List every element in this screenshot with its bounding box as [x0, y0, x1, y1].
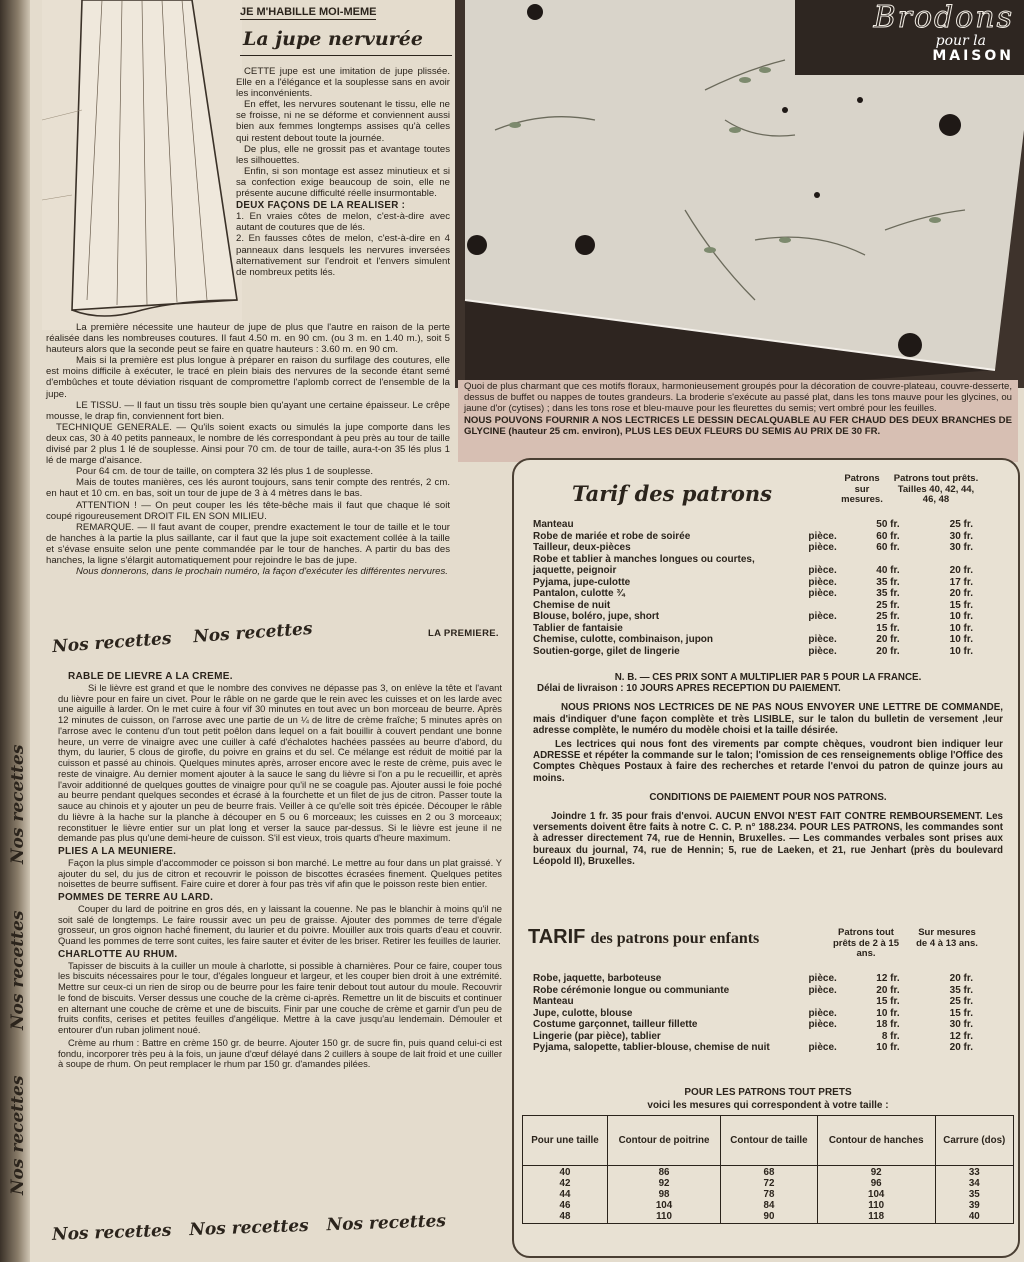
enfants-row: [533, 996, 973, 1008]
article-p7: Pour 64 cm. de tour de taille, on comptera 32 lés plus 1 de souplesse.: [76, 466, 374, 478]
tarif-row: [533, 611, 973, 623]
tarif-price-b: 20 fr.: [949, 565, 973, 576]
enfants-price-a: 20 fr.: [876, 984, 900, 996]
enfants-price-b: 15 fr.: [949, 1007, 973, 1019]
mesures-subheading: voici les mesures qui correspondent à votre taille :: [647, 1100, 889, 1111]
enfants-label: Manteau: [533, 996, 574, 1007]
article-p3: De plus, elle ne grossit pas et avantage toutes les silhouettes.: [236, 143, 450, 166]
tarif-row: [533, 634, 973, 646]
maison: MAISON: [932, 48, 1014, 64]
mesures-value: 42: [559, 1178, 571, 1189]
enfants-unit: pièce.: [808, 1019, 837, 1030]
enfants-unit: [784, 996, 836, 1008]
tarif-label: Tablier de fantaisie: [533, 622, 623, 634]
article-next: Nous donnerons, dans le prochain numéro, la façon d'exécuter les différentes nervures.: [76, 566, 448, 578]
mesures-value: 40: [968, 1211, 980, 1222]
recipe-3-title: POMMES DE TERRE AU LARD.: [58, 892, 214, 903]
mesures-value: 118: [868, 1211, 885, 1222]
tarif-price-b: 10 fr.: [949, 611, 973, 622]
tarif-price-a: 60 fr.: [876, 542, 900, 553]
tarif-price-b: 25 fr.: [949, 519, 973, 530]
enfants-row: [533, 973, 973, 985]
mesures-header-cell: Contour de taille: [721, 1116, 818, 1166]
tarif-price-a: 50 fr.: [876, 519, 900, 530]
tarif-label: Pantalon, culotte ¾: [533, 588, 625, 599]
recipe-2-text: Façon la plus simple d'accommoder ce poisson si bon marché. Le mettre au four dans un plat graissé. Y ajouter du sel, du jus de citron et recouvrir le poisson de biscottes écrasées finement. Quelques petites noisettes de beurre suffisent. Faire cuire et dorer à four pas très vif afin que le poisson reste bien entier.: [58, 856, 502, 890]
mesures-value: 78: [763, 1189, 775, 1200]
embroidery-photo: [455, 0, 1024, 388]
mesures-table: [522, 1115, 1014, 1224]
mesures-cell: [817, 1166, 935, 1224]
mesures-header-cell: Carrure (dos): [935, 1116, 1013, 1166]
tarif-label: Robe et tablier à manches longues ou courtes, jaquette, peignoir: [533, 553, 755, 576]
article-signature: LA PREMIERE.: [428, 628, 499, 639]
caption-text: Quoi de plus charmant que ces motifs floraux, harmonieusement groupés pour la décoration de couvre-plateau, couvre-desserte, dessus de buffet ou nappes de toutes grandeurs. La broderie s'exécute au passé plat, dans les tons mauve pour les glycines, ou jaune d'or (cytises) ; dans les tons rose et bleu-mauve pour les fleurettes du semis; vert ombré pour les feuilles.: [464, 381, 1012, 415]
article-tissu: LE TISSU. — Il faut un tissu très souple bien qu'ayant une certaine épaisseur. Le crêpe mousse, le drap fin, conviennent fort bien.: [46, 399, 450, 422]
enfants-row: [533, 985, 973, 997]
photo-caption: [458, 380, 1018, 462]
tarif-price-b: 10 fr.: [949, 634, 973, 645]
tarif-label: Soutien-gorge, gilet de lingerie: [533, 645, 680, 657]
caption-offer: NOUS POUVONS FOURNIR A NOS LECTRICES LE DESSIN DECALQUABLE AU FER CHAUD DES DEUX BRANCHES DE GLYCINE (hauteur 25 cm. environ), PLUS LES DEUX FLEURS DU SEMIS AU PRIX DE 30 FR.: [464, 414, 1012, 437]
mesures-value: 92: [658, 1178, 670, 1189]
enfants-price-a: 8 fr.: [881, 1030, 900, 1042]
mesures-value: 92: [870, 1167, 882, 1178]
mesures-value: 98: [658, 1189, 670, 1200]
tarif-price-a: 25 fr.: [876, 611, 900, 622]
enfants-unit: pièce.: [808, 973, 837, 984]
tarif-col1-head: Patrons sur mesures.: [841, 473, 883, 505]
enfants-label: Costume garçonnet, tailleur fillette: [533, 1019, 698, 1030]
tarif-notes: [533, 672, 1003, 867]
mesures-value: 90: [763, 1211, 775, 1222]
enfants-price-a: 12 fr.: [876, 973, 900, 984]
enfants-label: Robe, jaquette, barboteuse: [533, 973, 662, 984]
recipe-4-text2: Crème au rhum : Battre en crème 150 gr. de beurre. Ajouter 150 gr. de sucre fin, puis quand celui-ci est fondu, incorporer très peu à la fois, un jaune d'œuf délayé dans 2 cuillers à soupe de lait froid et une cuiller à soupe de rhum. On peut remplacer le rhum par 150 gr. d'amandes pilées.: [58, 1036, 502, 1070]
tarif-price-a: 35 fr.: [876, 588, 900, 599]
recipe-4-title: CHARLOTTE AU RHUM.: [58, 948, 178, 960]
tarif-row: [533, 531, 973, 543]
mesures-value: 110: [656, 1211, 672, 1222]
enfants-title-bold: TARIF: [528, 926, 586, 948]
enfants-label: Jupe, culotte, blouse: [533, 1007, 633, 1019]
enfants-table: [533, 973, 973, 1054]
mesures-heading-block: [522, 1086, 1014, 1112]
enfants-unit: pièce.: [808, 984, 837, 996]
tarif-price-b: 30 fr.: [949, 542, 973, 553]
article-intro: CETTE jupe est une imitation de jupe plissée. Elle en a l'élégance et la souplesse sans en avoir les inconvénients.: [236, 66, 450, 100]
mesures-value: 104: [655, 1200, 673, 1211]
tarif-nb: N. B. — CES PRIX SONT A MULTIPLIER PAR 5 POUR LA FRANCE.: [614, 672, 922, 683]
mesures-value: 40: [559, 1167, 571, 1178]
article-title: La jupe nervurée: [243, 28, 423, 50]
recipe-1-text: Si le lièvre est grand et que le nombre des convives ne dépasse pas 3, on enlève la tête et l'avant du lièvre pour en faire un civet. Pour le râble on ne garde que le rein avec les cuisses et on les larde avec une aiguille à larder. On le met cuire à four vif 30 minutes en tout avec un bon morceau de beurre. Après 12 minutes de cuisson, on l'arrose avec une partie de un ¼ de litre de crème fraîche; 5 minutes après on l'arrose avec le contenu d'un tout petit poêlon dans lequel on a fait bouillir à couvert pendant une bonne heure, un verre de vinaigre avec une cuiller à café d'échalotes hachées passées au beurre d'abord, du thym, du laurier, 5 clous de girofle, du poivre en grains et du sel. Ce mélange est réduit de moitié par la cuisson et passé au chinois. Quelques minutes après, arroser encore avec le reste de crème, puis avec le reste de vinaigre. Au dernier moment ajouter à la sauce le sang du lièvre si l'on a pu le recueillir, et après l'avoir additionné de quelques gouttes de vinaigre pour qu'il ne se coagule pas. Ajouter aussi le foie poché au beurre pendant quelques secondes et écrasé à la fourchette et un filet de jus de citron. Passer toute la sauce au chinois et y ajouter un peu de beurre frais. Veiller à ce qu'elle soit très épicée. Découper le râble du lièvre à la hache sur la planche à découper en 5 ou 6 morceaux; les cuisses en 2 ou 3 morceaux; reconstituer le lièvre entier sur un plat long et verser la sauce par-dessus. Si le lièvre est jeune il ne demande pas plus qu'une demi-heure de cuisson. S'il est vieux, trois quarts d'heure maximum.: [58, 681, 502, 844]
tarif-label: Chemise de nuit: [533, 599, 611, 611]
tarif-row: [533, 542, 973, 554]
mesures-value: 96: [870, 1178, 882, 1189]
tarif-unit: [795, 600, 837, 612]
enfants-price-a: 10 fr.: [876, 1007, 900, 1019]
brodons-title: [874, 2, 1014, 64]
tarif-price-a: 20 fr.: [876, 634, 900, 645]
recettes-banner-6: Nos recettes: [51, 1220, 172, 1245]
tarif-price-b: 10 fr.: [949, 645, 973, 657]
tarif-unit: [795, 519, 837, 531]
tarif-row: [533, 577, 973, 589]
enfants-row: [533, 1042, 973, 1054]
tarif-price-b: 10 fr.: [949, 622, 973, 634]
mesures-header-cell: Pour une taille: [523, 1116, 608, 1166]
recettes-banner-4: Nos recettes: [8, 910, 28, 1030]
title-rule: [240, 55, 452, 56]
article-remarque: REMARQUE. — Il faut avant de couper, prendre exactement le tour de taille et le tour de hanches à la partie la plus saillante, car il faut que la jupe soit exactement collée à la taille et s'évase ensuite selon une pente commandée par le tour de hanches. A partir du bas des hanches, la ligne s'élargit automatiquement pour rejoindre le bas de jupe.: [46, 521, 450, 566]
tarif-prions: NOUS PRIONS NOS LECTRICES DE NE PAS NOUS ENVOYER UNE LETTRE DE COMMANDE, mais d'indiquer d'une façon complète et très LISIBLE, sur le talon du bulletin de versement ,leur adresse complète, le numéro du modèle choisi et la taille désirée.: [533, 702, 1003, 736]
mesures-header-cell: Contour de hanches: [817, 1116, 935, 1166]
mesures-heading: POUR LES PATRONS TOUT PRETS: [684, 1087, 852, 1098]
tarif-label: Blouse, boléro, jupe, short: [533, 611, 660, 622]
tarif-label: Pyjama, jupe-culotte: [533, 576, 631, 588]
mesures-cell: [721, 1166, 818, 1224]
recipe-2-title: PLIES A LA MEUNIERE.: [58, 846, 177, 857]
mesures-value: 68: [763, 1167, 775, 1178]
way-1: 1. En vraies côtes de melon, c'est-à-dire avec autant de coutures que de lés.: [236, 211, 450, 234]
tarif-delai: Délai de livraison : 10 JOURS APRES RECEPTION DU PAIEMENT.: [537, 683, 841, 695]
mesures-value: 84: [763, 1200, 775, 1211]
section-kicker: JE M'HABILLE MOI-MEME: [240, 6, 377, 18]
article-attention: ATTENTION ! — On peut couper les lés tête-bêche mais il faut que chaque lé soit coupé rigoureusement DROIT FIL EN SON MILIEU.: [46, 499, 450, 522]
article-p5: La première nécessite une hauteur de jupe de plus que l'autre en raison de la perte réalisée dans les nombreuses coutures. Il faut 4.50 m. en 90 cm. (ou 3 m. en 1.40 m.), soit 5 hauteurs alors que la seconde peut se faire en quatre hauteurs : 3.60 m. en 90 cm.: [46, 322, 450, 356]
recipe-1-title: RABLE DE LIEVRE A LA CREME.: [68, 671, 233, 682]
mesures-value: 48: [559, 1211, 571, 1222]
article-p2: En effet, les nervures soutenant le tissu, elle ne se froisse, ni ne se déforme et conviennent aussi bien aux femmes longtemps assises qu'à celles qui restent debout toute la journée.: [236, 99, 450, 144]
mesures-value: 39: [968, 1200, 980, 1211]
deux-heading: DEUX FAÇONS DE LA REALISER :: [236, 200, 406, 212]
article-column-top: [236, 66, 450, 278]
enfants-unit: pièce.: [808, 1042, 837, 1053]
enfants-label: Lingerie (par pièce), tablier: [533, 1030, 661, 1042]
tarif-row: [533, 623, 973, 635]
pour-la: pour la: [935, 33, 986, 49]
recettes-banner-7: Nos recettes: [189, 1215, 310, 1241]
tarif-unit: pièce.: [808, 588, 837, 599]
enfants-col2-head: Sur mesures de 4 à 13 ans.: [916, 927, 978, 949]
tarif-price-a: 15 fr.: [876, 622, 900, 634]
enfants-price-b: 20 fr.: [949, 1042, 973, 1053]
recettes-banner-bottom: [52, 1211, 447, 1245]
article-technique: TECHNIQUE GENERALE. — Qu'ils soient exacts ou simulés la jupe comporte dans les deux cas, 30 à 40 petits panneaux, le nombre de lés correspondant à peu près au tour de taille divisé par 2 plus 1 lé de souplesse. Ainsi pour 70 cm. de tour de taille, aura-t-on 35 lés plus 1 lé de marge d'aisance.: [46, 421, 450, 467]
recettes-banner-1: Nos recettes: [51, 628, 173, 658]
tarif-price-a: 60 fr.: [876, 530, 900, 542]
tarif-row: [533, 588, 973, 600]
mesures-value: 44: [559, 1189, 571, 1200]
enfants-price-b: 12 fr.: [949, 1030, 973, 1042]
enfants-row: [533, 1031, 973, 1043]
mesures-value: 110: [868, 1200, 885, 1211]
mesures-value: 46: [559, 1200, 571, 1211]
recettes-banner-top: [52, 619, 313, 657]
enfants-row: [533, 1008, 973, 1020]
recipe-4-text: Tapisser de biscuits à la cuiller un moule à charlotte, si possible à charnières. Pour ce faire, couper tous les biscuits nécessaires pour le tour, d'égales longueur et largeur, et les couper bien droit à une extrémité. Mettre sur ceux-ci un rien de sirop ou de beurre pour les faire tenir debout tout autour du moule. Recouvrir le fond de biscuits. Verser dessus une couche de la crème ci-après. Remettre un lit de biscuits et continuer en alternant une couche de crème et une de biscuits. Finir par une couche de crème et garnir d'un peu de fruits confits, cerises et petites feuilles d'angélique. Mettre à la cave jusqu'au lendemain. Démouler et entourer d'un ruban joliment noué.: [58, 959, 502, 1035]
enfants-unit: pièce.: [808, 1007, 837, 1019]
article-column-wide: [46, 322, 450, 577]
tarif-price-b: 17 fr.: [949, 576, 973, 588]
mesures-cell: [523, 1166, 608, 1224]
tarif-row: [533, 646, 973, 658]
tarif-conditions: CONDITIONS DE PAIEMENT POUR NOS PATRONS.: [649, 791, 887, 803]
tarif-joindre: Joindre 1 fr. 35 pour frais d'envoi. AUCUN ENVOI N'EST FAIT CONTRE REMBOURSEMENT. Les versements doivent être faits à notre C. C. P. n° 188.234. POUR LES PATRONS, les commandes sont à adresser directement 74, rue de Hennin, Bruxelles. — Les commandes verbales sont prises aux bureaux du journal, 74, rue de Hennin; 5, rue de Laeken, et 21, rue Jenhart (près du boulevard Léopold II), Bruxelles.: [533, 811, 1003, 867]
mesures-value: 35: [968, 1189, 980, 1200]
enfants-title-rest: des patrons pour enfants: [590, 930, 760, 947]
tarif-price-b: 20 fr.: [949, 588, 973, 599]
mesures-header-cell: Contour de poitrine: [607, 1116, 720, 1166]
recettes-banner-3: Nos recettes: [8, 1075, 28, 1196]
tarif-unit: [795, 623, 837, 635]
enfants-label: Robe cérémonie longue ou communiante: [533, 984, 730, 996]
enfants-title: [528, 926, 759, 949]
enfants-row: [533, 1019, 973, 1031]
skirt-illustration: [42, 0, 242, 330]
tarif-unit: pièce.: [808, 565, 837, 576]
tarif-title: Tarif des patrons: [572, 481, 772, 506]
tarif-unit: pièce.: [808, 634, 837, 645]
tarif-price-b: 30 fr.: [949, 530, 973, 542]
mesures-cell: [607, 1166, 720, 1224]
enfants-col1-head: Patrons tout prêts de 2 à 15 ans.: [832, 927, 899, 959]
tarif-lectrices: Les lectrices qui nous font des virements par compte chèques, voudront bien indiquer leur ADRESSE et répéter la commande sur le talon; l'omission de ces renseignements oblige l'Office des Comptes Chèques Postaux à faire des recherches et retarde l'envoi du patron de quinze jours au moins.: [533, 739, 1003, 784]
mesures-value: 104: [868, 1189, 885, 1200]
enfants-price-b: 35 fr.: [949, 984, 973, 996]
tarif-price-a: 40 fr.: [876, 565, 900, 576]
tarif-table: [533, 519, 973, 657]
tarif-price-a: 25 fr.: [876, 599, 900, 611]
enfants-price-b: 25 fr.: [949, 996, 973, 1007]
way-2: 2. En fausses côtes de melon, c'est-à-dire en 4 panneaux dans lesquels les nervures inversées alternativement sur l'endroit et l'envers simulent de nombreux petits lés.: [236, 233, 450, 278]
mesures-value: 86: [658, 1167, 670, 1178]
tarif-unit: pièce.: [808, 542, 837, 553]
recipe-3-text: Couper du lard de poitrine en gros dés, en y laissant la couenne. Ne pas le blanchir à moins qu'il ne soit salé de longtemps. Le faire roussir avec un peu de graisse. Ajouter des pommes de terre d'égale grosseur, un gros oignon haché finement, du laurier et du poivre. Mouiller aux trois quarts d'eau et couvrir. Quand les pommes de terre sont cuites, les faire sauter et éviter de les briser. Retirer les feuilles de laurier.: [58, 902, 502, 946]
mesures-row: [523, 1166, 1014, 1224]
tarif-price-a: 20 fr.: [876, 645, 900, 657]
tarif-col2-head: Patrons tout prêts. Tailles 40, 42, 44, 46, 48: [893, 473, 979, 505]
recettes-banner-2: Nos recettes: [192, 618, 314, 648]
enfants-unit: [784, 1031, 836, 1043]
tarif-label: Robe de mariée et robe de soirée: [533, 530, 691, 542]
recettes-banner-5: Nos recettes: [8, 744, 28, 865]
tarif-unit: pièce.: [808, 645, 837, 657]
enfants-price-b: 20 fr.: [949, 973, 973, 984]
article-p4: Enfin, si son montage est assez minutieux et si sa confection exige beaucoup de soin, elle ne présente aucune difficulté réelle insurmontable.: [236, 165, 450, 200]
tarif-row: [533, 519, 973, 531]
enfants-price-b: 30 fr.: [949, 1019, 973, 1030]
tarif-price-b: 15 fr.: [949, 599, 973, 611]
enfants-price-a: 10 fr.: [876, 1042, 900, 1053]
recettes-column: [58, 672, 502, 1070]
recettes-banner-8: Nos recettes: [326, 1211, 447, 1236]
enfants-label: Pyjama, salopette, tablier-blouse, chemise de nuit: [533, 1042, 770, 1053]
tarif-unit: pièce.: [808, 576, 837, 588]
mesures-value: 33: [968, 1167, 980, 1178]
article-p6: Mais si la première est plus longue à préparer en raison du surfilage des coutures, elle est moins difficile à exécuter, le tracé en plein biais des nervures de la seconde étant semé d'embûches et toute déviation risquant de compromettre l'aplomb correct de l'ensemble de la jupe.: [46, 355, 450, 400]
mesures-cell: [935, 1166, 1013, 1224]
tarif-unit: pièce.: [808, 530, 837, 542]
article-p8: Mais de toutes manières, ces lés auront toujours, sans tenir compte des rentrés, 2 cm. en haut et 10 cm. en bas, soit un tour de jupe de 3 à 4 mètres dans le bas.: [46, 477, 450, 500]
enfants-price-a: 15 fr.: [876, 996, 900, 1007]
tarif-price-a: 35 fr.: [876, 576, 900, 588]
tarif-unit: pièce.: [808, 611, 837, 622]
tarif-label: Tailleur, deux-pièces: [533, 542, 631, 553]
recettes-banner-side: [8, 700, 28, 1240]
tarif-label: Chemise, culotte, combinaison, jupon: [533, 634, 714, 645]
brodons-script: Brodons: [873, 0, 1014, 35]
enfants-price-a: 18 fr.: [876, 1019, 900, 1030]
tarif-row: [533, 554, 973, 577]
tarif-row: [533, 600, 973, 612]
mesures-value: 72: [763, 1178, 775, 1189]
mesures-value: 34: [968, 1178, 980, 1189]
tarif-label: Manteau: [533, 519, 574, 530]
